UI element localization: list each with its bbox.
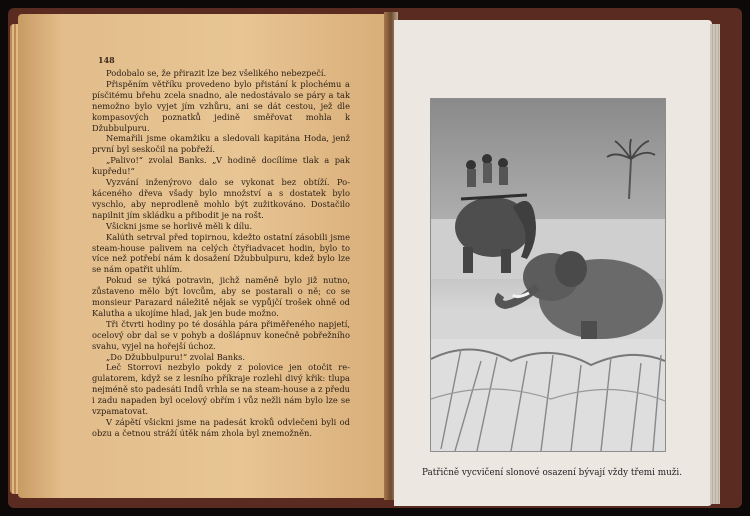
grass-foreground	[431, 339, 665, 451]
paragraph: Kalúth setrval před topirnou, kdežto ostatní zásobili jsme steam-house palivem na celých čtyřiadvacet hodin, bylo to více než potřebí nám k dosažení Džubbulpuru, kdež bylo lze se nám opatřit uhlím.	[92, 231, 350, 275]
engraving-image	[431, 99, 665, 451]
paragraph: Tři čtvrti hodiny po té dosáhla pára přiměřeného napjetí, ocelový obr dal se v pohyb a došlápnuv konečně pobřežního svahu, vyjel na hořejší úchoz.	[92, 318, 350, 351]
paragraph: Podobalo se, že přirazit lze bez všelikého nebezpečí.	[106, 68, 327, 78]
page-number: 148	[98, 55, 115, 65]
paragraph: Vyzvání inženýrovo dalo se vykonat bez obtíží. Pokáceného dřeva všady bylo množství a s dostatek bylo vyschlo, aby neprodleně mohlo být zužitkováno. Dostačilo napilnit jím skládku a přibodit je na rošt.	[92, 177, 350, 220]
paragraph: Všickni jsme se horlivě měli k dílu.	[106, 220, 253, 231]
paragraph: „Palivo!“ zvolal Banks. „V hodině docílíme tlak a pak kupředu!“	[92, 155, 350, 177]
paragraph: V zápětí všickni jsme na padesát kroků odvlečeni byli od obzu a četnou stráží útěk nám zhola byl znemožněn.	[92, 417, 350, 438]
paragraph: Nemařili jsme okamžiku a sledovali kapitána Hoda, jenž první byl seskočil na pobřeží.	[92, 133, 350, 155]
page-edges-right	[710, 24, 720, 504]
paragraph: Leč Storrovi nezbylo pokdy z polovice jen otočit regulatorem, když se z lesního příkraje rozlehl divý křik: tlupa nejméně sto padesáti Indů vrhla se na steam-house a z předu i zadu napaden byl ocelový obřím i vůz nežli nám bylo lze se vzpamatovat.	[92, 362, 350, 417]
paragraph: Pokud se týká potravin, jichž naměně bylo již nutno, zůstaveno mělo být lovcům, aby se postarali o ně; co se monsieur Parazard náležitě nějak se vypůjčí trošek ohně od Kalutha a ukojíme hlad, jak jen bude možno.	[92, 275, 350, 318]
paragraph: „Do Džubbulpuru!“ zvolal Banks.	[106, 351, 246, 362]
paragraph: Přispěním větříku provedeno bylo přistání k plochému a písčitému břehu zcela snadno, ale nedostávalo se páry a tak nemožno bylo vyjet jím vzhůru, ani se dát cestou, jež dle kompasových poznatků jedině směřovat mohla k Džubbulpuru.	[92, 78, 350, 133]
illustration-caption: Patřičně vycvičení slonové osazení bývají vždy třemi muži.	[421, 468, 682, 478]
body-text	[92, 68, 350, 448]
elephant-illustration	[430, 98, 666, 452]
